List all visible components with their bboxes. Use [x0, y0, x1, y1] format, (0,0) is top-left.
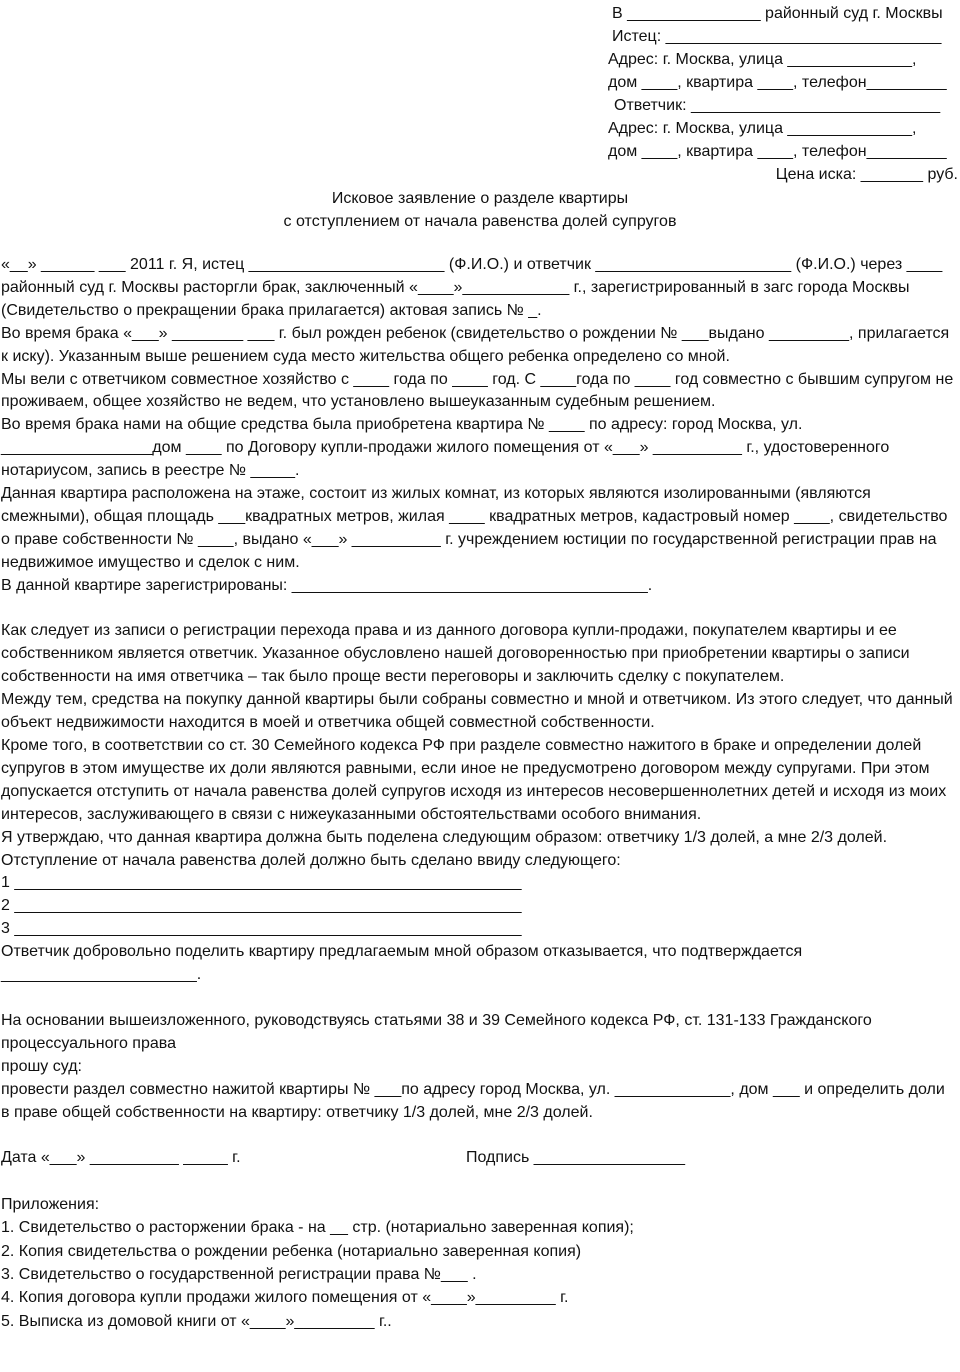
- reason-line-3: 3 _________________________________________________________: [1, 920, 522, 938]
- plaintiff-house-line: дом ____, квартира ____, телефон_________: [608, 74, 947, 91]
- plaintiff-address-line: Адрес: г. Москва, улица ______________,: [608, 51, 917, 68]
- court-header: [606, 2, 958, 186]
- attachment-item: 2. Копия свидетельства о рождении ребенка (нотариально заверенная копия): [1, 1242, 582, 1260]
- attachment-item: 5. Выписка из домовой книги от «____»_________ г..: [1, 1312, 392, 1330]
- date-field: Дата «___» __________ _____ г.: [1, 1149, 241, 1167]
- paragraph-request: провести раздел совместно нажитой квартиры № ___по адресу город Москва, ул. _____________, дом ___ и определить доли в праве общей собственности на квартиру: ответчику 1/3 долей, мне 2/3 долей.: [1, 1080, 945, 1121]
- attachment-item: 1. Свидетельство о расторжении брака - на __ стр. (нотариально заверенная копия);: [1, 1219, 634, 1237]
- spacer: [1, 1170, 956, 1193]
- attachments-heading: Приложения:: [1, 1196, 100, 1214]
- court-line: В _______________ районный суд г. Москвы: [612, 5, 943, 22]
- spacer: [1, 1124, 956, 1147]
- paragraph-defendant-refusal: Ответчик добровольно поделить квартиру предлагаемым мной образом отказывается, что подтверждается ______________________.: [1, 943, 803, 984]
- paragraph-family-code: Кроме того, в соответствии со ст. 30 Семейного кодекса РФ при разделе совместно нажитого в браке и определении долей супругов в этом имуществе их доли являются равными, если иное не предусмотрено договором между супругами. При этом допускается отступить от начала равенства долей супругов исходя из интересов несовершеннолетних детей и исходя из моих интересов, заслуживающего в связи с нижеуказанными обстоятельствами особого внимания.: [1, 737, 947, 823]
- document-title: [0, 187, 960, 233]
- paragraph-divorce: «__» ______ ___ 2011 г. Я, истец ______________________ (Ф.И.О.) и ответчик ______________________ (Ф.И.О.) через ____ районный суд г. Москвы расторгли брак, заключенный «____»____________ г., зарегистрированный в загс города Москвы (Свидетельство о прекращении брака прилагается) актовая запись № _.: [1, 256, 943, 319]
- spacer: [1, 987, 956, 1010]
- paragraph-registered-persons: В данной квартире зарегистрированы: ________________________________________.: [1, 576, 653, 594]
- paragraph-household: Мы вели с ответчиком совместное хозяйство с ____ года по ____ год. С ____года по ____ год совместно с бывшим супругом не проживаем, общее хозяйство не ведем, что установлено вышеуказанным судебным решением.: [1, 370, 954, 411]
- attachments-section: [1, 1193, 956, 1333]
- signature-field: Подпись _________________: [466, 1149, 686, 1167]
- paragraph-share-division: Я утверждаю, что данная квартира должна быть поделена следующим образом: ответчику 1/3 долей, а мне 2/3 долей. Отступление от начала равенства долей должно быть сделано ввиду следующего:: [1, 828, 888, 869]
- title-line-1: Исковое заявление о разделе квартиры: [331, 190, 629, 207]
- attachment-item: 3. Свидетельство о государственной регистрации права №___ .: [1, 1265, 477, 1283]
- claim-price-line: Цена иска: _______ руб.: [775, 166, 958, 183]
- paragraph-request-heading: прошу суд:: [1, 1057, 82, 1075]
- defendant-house-line: дом ____, квартира ____, телефон_________: [608, 143, 947, 160]
- reason-line-2: 2 _________________________________________________________: [1, 897, 522, 915]
- paragraph-joint-funds: Между тем, средства на покупку данной квартиры были собраны совместно и мной и ответчиком. Из этого следует, что данный объект недвижимости находится в моей и ответчика общей совместной собственности.: [1, 691, 953, 732]
- defendant-line: Ответчик: ____________________________: [614, 97, 941, 114]
- document-body: [1, 254, 956, 1333]
- reason-line-1: 1 _________________________________________________________: [1, 874, 522, 892]
- paragraph-apartment-purchase: Во время брака нами на общие средства была приобретена квартира № ____ по адресу: город Москва, ул. _________________дом ____ по Договору купли-продажи жилого помещения от «___» __________ г., удостоверенного нотариусом, запись в реестре № _____.: [1, 416, 890, 480]
- plaintiff-line: Истец: _______________________________: [612, 28, 942, 45]
- signature-row: [1, 1147, 956, 1170]
- paragraph-apartment-details: Данная квартира расположена на этаже, состоит из жилых комнат, из которых являются изолированными (являются смежными), общая площадь ___квадратных метров, жилая ____ квадратных метров, кадастровый номер ____, свидетельство о праве собственности № ____, выдано «___» __________ г. учреждением юстиции по государственной регистрации прав на недвижимое имущество и сделок с ним.: [1, 485, 948, 571]
- paragraph-child: Во время брака «___» ________ ___ г. был рожден ребенок (свидетельство о рождении № ___выдано _________, прилагается к иску). Указанным выше решением суда место жительства общего ребенка определено со мной.: [1, 324, 950, 365]
- paragraph-ownership-record: Как следует из записи о регистрации перехода права и из данного договора купли-продажи, покупателем квартиры и ее собственником является ответчик. Указанное обусловлено нашей договоренностью при приобретении квартиры о записи собственности на имя ответчика – так было проще вести переговоры и заключить сделку с покупателем.: [1, 622, 910, 686]
- paragraph-legal-basis: На основании вышеизложенного, руководствуясь статьями 38 и 39 Семейного кодекса РФ, ст. 131-133 Гражданского процессуального права: [1, 1011, 872, 1052]
- spacer: [1, 598, 956, 621]
- defendant-address-line: Адрес: г. Москва, улица ______________,: [608, 120, 917, 137]
- attachment-item: 4. Копия договора купли продажи жилого помещения от «____»_________ г.: [1, 1289, 569, 1307]
- title-line-2: с отступлением от начала равенства долей супругов: [283, 213, 677, 230]
